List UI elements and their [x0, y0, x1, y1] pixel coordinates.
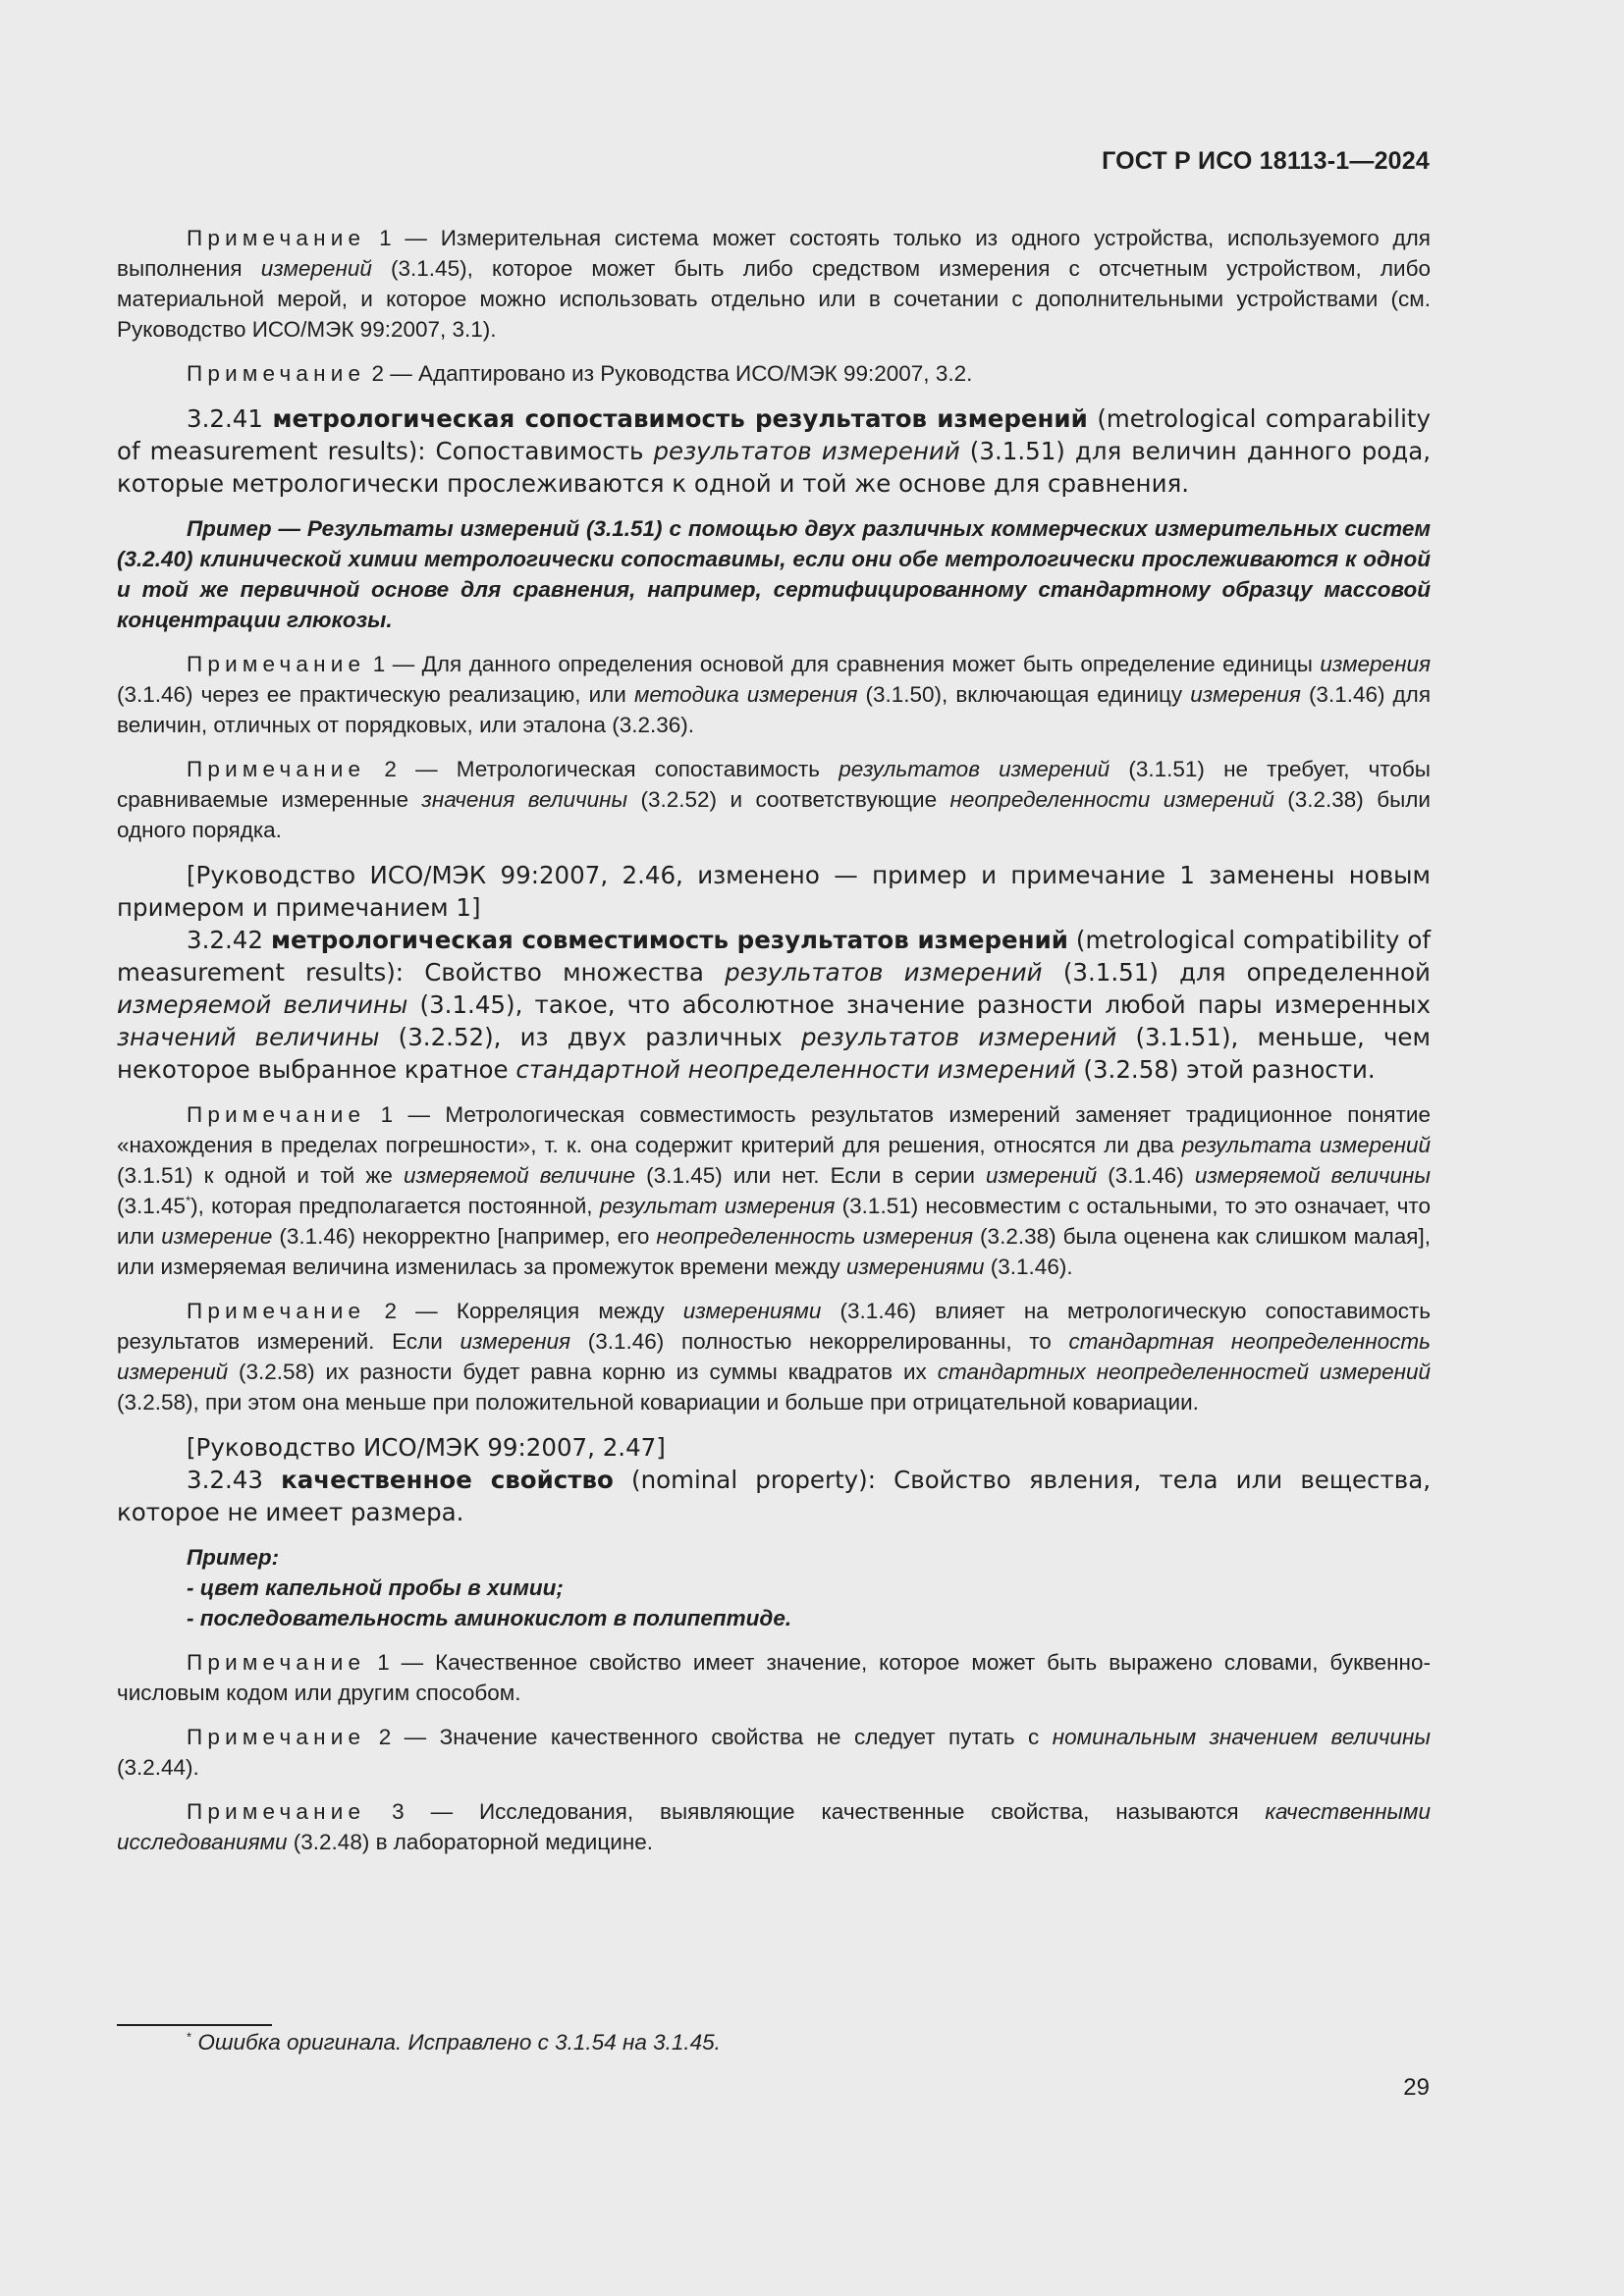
term-entry-3-2-42: 3.2.42 метрологическая совместимость результатов измерений (metrological compatibility of measurement results): Свойство множества результатов измерений (3.1.51) для определенной измеряемой величины (3.1.45), такое, что абсолютное значение разности любой пары измеренных значений величины (3.2.52), из двух различных результатов измерений (3.1.51), меньше, чем некоторое выбранное кратное стандартной неопределенности измерений (3.2.58) этой разности. [117, 926, 1431, 1084]
page-content [117, 223, 1431, 1871]
note-paragraph: Примечание 3 — Исследования, выявляющие качественные свойства, называются качественными исследованиями (3.2.48) в лабораторной медицине. [117, 1799, 1431, 1854]
note-paragraph: Примечание 1 — Качественное свойство имеет значение, которое может быть выражено словами, буквенно-числовым кодом или другим способом. [117, 1650, 1431, 1705]
note-paragraph: Примечание 2 — Метрологическая сопоставимость результатов измерений (3.1.51) не требует, чтобы сравниваемые измеренные значения величины (3.2.52) и соответствующие неопределенности измерений (3.2.38) были одного порядка. [117, 757, 1431, 842]
term-name: качественное свойство [281, 1466, 614, 1494]
note-paragraph: Примечание 1 — Измерительная система может состоять только из одного устройства, используемого для выполнения измерений (3.1.45), которое может быть либо средством измерения с отсчетным устройством, либо материальной мерой, и которое можно использовать отдельно или в сочетании с дополнительными устройствами (см. Руководство ИСО/МЭК 99:2007, 3.1). [117, 226, 1432, 342]
footnote-separator [117, 2024, 272, 2026]
footnote [187, 2030, 721, 2056]
footnote-marker: * [186, 1193, 191, 1208]
note-label: Примечание [187, 226, 366, 250]
note-paragraph: Примечание 2 — Адаптировано из Руководства ИСО/МЭК 99:2007, 3.2. [187, 361, 973, 386]
note-paragraph: Примечание 2 — Значение качественного свойства не следует путать с номинальным значением величины (3.2.44). [117, 1725, 1431, 1780]
term-name: метрологическая совместимость результатов измерений [270, 926, 1068, 954]
note-paragraph: Примечание 2 — Корреляция между измерениями (3.1.46) влияет на метрологическую сопоставимость результатов измерений. Если измерения (3.1.46) полностью некоррелированны, то стандартная неопределенность измерений (3.2.58) их разности будет равна корню из суммы квадратов их стандартных неопределенностей измерений (3.2.58), при этом она меньше при положительной ковариации и больше при отрицательной ковариации. [117, 1299, 1432, 1415]
note-label: Примечание [187, 652, 366, 676]
term-number: 3.2.42 [187, 926, 263, 954]
list-item: - последовательность аминокислот в полипептиде. [187, 1606, 792, 1630]
term-name: метрологическая сопоставимость результатов измерений [272, 404, 1088, 433]
footnote-mark: * [187, 2029, 192, 2045]
term-entry-3-2-43: 3.2.43 качественное свойство (nominal property): Свойство явления, тела или вещества, которое не имеет размера. [117, 1466, 1431, 1526]
note-label: Примечание [187, 757, 366, 781]
note-label: Примечание [187, 1102, 366, 1127]
note-label: Примечание [187, 1725, 366, 1749]
example-paragraph: Пример — Результаты измерений (3.1.51) с помощью двух различных коммерческих измерительных систем (3.2.40) клинической химии метрологически сопоставимы, если они обе метрологически прослеживаются к одной и той же первичной основе для сравнения, например, сертифицированному стандартному образцу массовой концентрации глюкозы. [117, 516, 1431, 632]
example-title: Пример: [187, 1545, 280, 1570]
footnote-text: Ошибка оригинала. Исправлено с 3.1.54 на 3.1.45. [191, 2030, 721, 2055]
term-number: 3.2.41 [187, 404, 263, 433]
note-label: Примечание [187, 1799, 366, 1824]
note-paragraph: Примечание 1 — Для данного определения основой для сравнения может быть определение единицы измерения (3.1.46) через ее практическую реализацию, или методика измерения (3.1.50), включающая единицу измерения (3.1.46) для величин, отличных от порядковых, или эталона (3.2.36). [117, 652, 1431, 737]
note-label: Примечание [187, 1299, 366, 1323]
page-number: 29 [1403, 2074, 1430, 2101]
note-label: Примечание [187, 361, 366, 386]
term-entry-3-2-41: 3.2.41 метрологическая сопоставимость результатов измерений (metrological comparability of measurement results): Сопоставимость результатов измерений (3.1.51) для величин данного рода, которые метрологически прослеживаются к одной и той же основе для сравнения. [117, 404, 1431, 498]
term-number: 3.2.43 [187, 1466, 263, 1494]
note-label: Примечание [187, 1650, 366, 1675]
list-item: - цвет капельной пробы в химии; [187, 1575, 564, 1600]
example-block [117, 1542, 1431, 1633]
source-reference: [Руководство ИСО/МЭК 99:2007, 2.47] [187, 1433, 666, 1462]
document-header: ГОСТ Р ИСО 18113-1—2024 [1102, 147, 1430, 175]
source-reference: [Руководство ИСО/МЭК 99:2007, 2.46, изменено — пример и примечание 1 заменены новым примером и примечанием 1] [117, 861, 1431, 922]
note-paragraph: Примечание 1 — Метрологическая совместимость результатов измерений заменяет традиционное понятие «нахождения в пределах погрешности», т. к. она содержит критерий для решения, относятся ли два результата измерений (3.1.51) к одной и той же измеряемой величине (3.1.45) или нет. Если в серии измерений (3.1.46) измеряемой величины (3.1.45*), которая предполагается постоянной, результат измерения (3.1.51) несовместим с остальными, то это означает, что или измерение (3.1.46) некорректно [например, его неопределенность измерения (3.2.38) была оценена как слишком малая], или измеряемая величина изменилась за промежуток времени между измерениями (3.1.46). [117, 1102, 1431, 1279]
